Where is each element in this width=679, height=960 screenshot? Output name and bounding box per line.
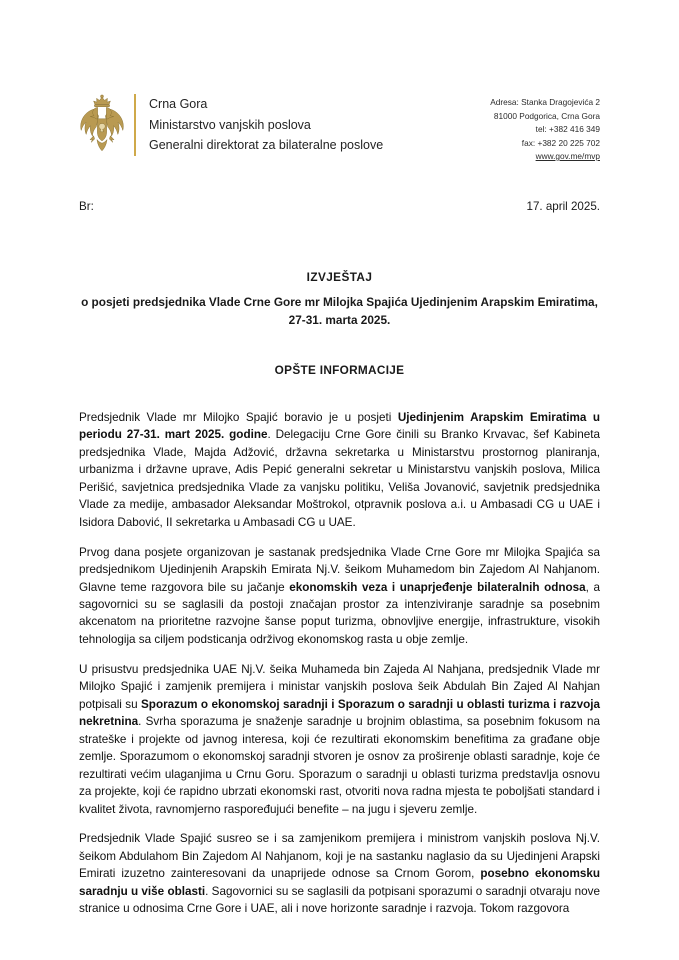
- letterhead-divider: [134, 94, 136, 156]
- address-city: 81000 Podgorica, Crna Gora: [493, 110, 600, 121]
- text-run: Predsjednik Vlade Spajić susreo se i sa zamjenikom premijera i ministrom vanjskih poslova Nj.V. šeikom Abdulahom Bin Zajedom Al Nahjanom, koji je na sastanku naglasio da su Ujedinjeni Arapski Emirati izuzetno zainteresovani da unaprijede odnose sa Crnom Gorom,: [79, 832, 600, 881]
- emphasis-run: Sporazum o ekonomskoj saradnji i Sporazum o saradnji u oblasti turizma i razvoja nekretnina: [79, 697, 600, 729]
- body-paragraph: [79, 544, 600, 649]
- page-subtitle: o posjeti predsjednika Vlade Crne Gore mr Milojka Spajića Ujedinjenim Arapskim Emiratima, 27-31. marta 2025.: [81, 295, 598, 327]
- body-paragraph: [79, 830, 600, 917]
- document-meta-row: [79, 199, 600, 215]
- address-telephone: tel: +382 416 349: [535, 124, 600, 134]
- section-heading-general-information: OPŠTE INFORMACIJE: [274, 363, 405, 377]
- montenegro-coat-of-arms-icon: [79, 94, 125, 156]
- paragraph-list: [79, 409, 600, 918]
- address-website-link[interactable]: www.gov.me/mvp: [535, 151, 600, 161]
- address-fax: fax: +382 20 225 702: [521, 137, 600, 148]
- text-run: . Delegaciju Crne Gore činili su Branko Krvavac, šef Kabineta predsjednika Vlade, Majda Adžović, državna sekretarka u Ministarstvu prostornog planiranja, urbanizma i državne uprave, Adis Pepić generalni sekretar u Ministarstvu vanjskih poslova, Milica Perišić, savjetnica predsjednika Vlade za vanjsku politiku, Veliša Jovanović, savjetnik predsjednika Vlade za medije, ambasador Aleksandar Moštrokol, otpravnik poslova a.i. u Ambasadi CG u UAE i Isidora Dabović, II sekretarka u Ambasadi CG u UAE.: [79, 428, 600, 529]
- address-street: Adresa: Stanka Dragojevića 2: [490, 97, 600, 107]
- letterhead-line-directorate: Generalni direktorat za bilateralne poslove: [149, 138, 384, 153]
- document-date: 17. april 2025.: [526, 200, 600, 213]
- document-number-label: Br:: [79, 200, 94, 213]
- body-paragraph: [79, 661, 600, 818]
- text-run: U prisustvu predsjednika UAE Nj.V. šeika Muhameda bin Zajeda Al Nahjana, predsjednik Vlade mr Milojko Spajić i zamjenik premijera i ministar vanjskih poslova šeik Abdulah Bin Zajed Al Nahjan potpisali su: [79, 662, 600, 711]
- text-run: . Sagovornici su se saglasili da potpisani sporazumi o saradnji otvaraju nove stranice u odnosima Crne Gore i UAE, ali i nove horizonte saradnje i razvoja. Tokom razgovora: [79, 884, 600, 916]
- letterhead-text-lines: [149, 94, 383, 156]
- text-run: Prvog dana posjete organizovan je sastanak predsjednika Vlade Crne Gore mr Milojka Spajića sa predsjednikom Ujedinjenih Arapskih Emirata Nj.V. šeikom Muhamedom bin Zajedom Al Nahjanom. Glavne teme razgovora bile su jačanje: [79, 545, 600, 594]
- page-title: IZVJEŠTAJ: [306, 270, 373, 284]
- emphasis-run: Ujedinjenim Arapskim Emiratima u periodu 27-31. mart 2025. godine: [79, 411, 600, 442]
- text-run: , a sagovornici su se saglasili da postoji značajan prostor za intenziviranje saradnje sa posebnim akcenatom na prioritetne razvojne šanse poput turizma, obnovljive energije, infrastrukture, visokih tehnologija sa ciljem podsticanja održivog ekonomskog rasta u obje zemlje.: [79, 580, 600, 646]
- letterhead-line-ministry: Ministarstvo vanjskih poslova: [149, 117, 311, 132]
- text-run: Predsjednik Vlade mr Milojko Spajić boravio je u posjeti: [79, 411, 398, 424]
- letterhead: [79, 94, 600, 164]
- letterhead-identity: [79, 94, 383, 156]
- title-block: [79, 268, 600, 329]
- text-run: . Svrha sporazuma je snaženje saradnje u brojnim oblastima, sa posebnim fokusom na strateške i projekte od javnog interesa, koji će rezultirati ekonomskim benefitima za građane obje zemlje. Sporazumom o ekonomskoj saradnji stvoren je osnov za proširenje oblasti saradnje, koje će rezultirati većim ulaganjima u Crnu Goru. Sporazum o saradnji u oblasti turizma predstavlja osnovu za projekte, koji će rapidno ubrzati ekonomski rast, otvoriti nova radna mjesta te poboljšati standard i kvalitet života, ravnomjerno raspoređujući benefite – na jugu i sjeveru zemlje.: [79, 715, 600, 816]
- emphasis-run: ekonomskih veza i unaprjeđenje bilateralnih odnosa: [289, 580, 586, 594]
- emphasis-run: posebno ekonomsku saradnju u više oblasti: [79, 867, 600, 898]
- body-paragraph: [79, 409, 600, 531]
- document-body: [79, 268, 600, 918]
- letterhead-line-country: Crna Gora: [149, 97, 208, 112]
- letterhead-address-block: [490, 94, 600, 164]
